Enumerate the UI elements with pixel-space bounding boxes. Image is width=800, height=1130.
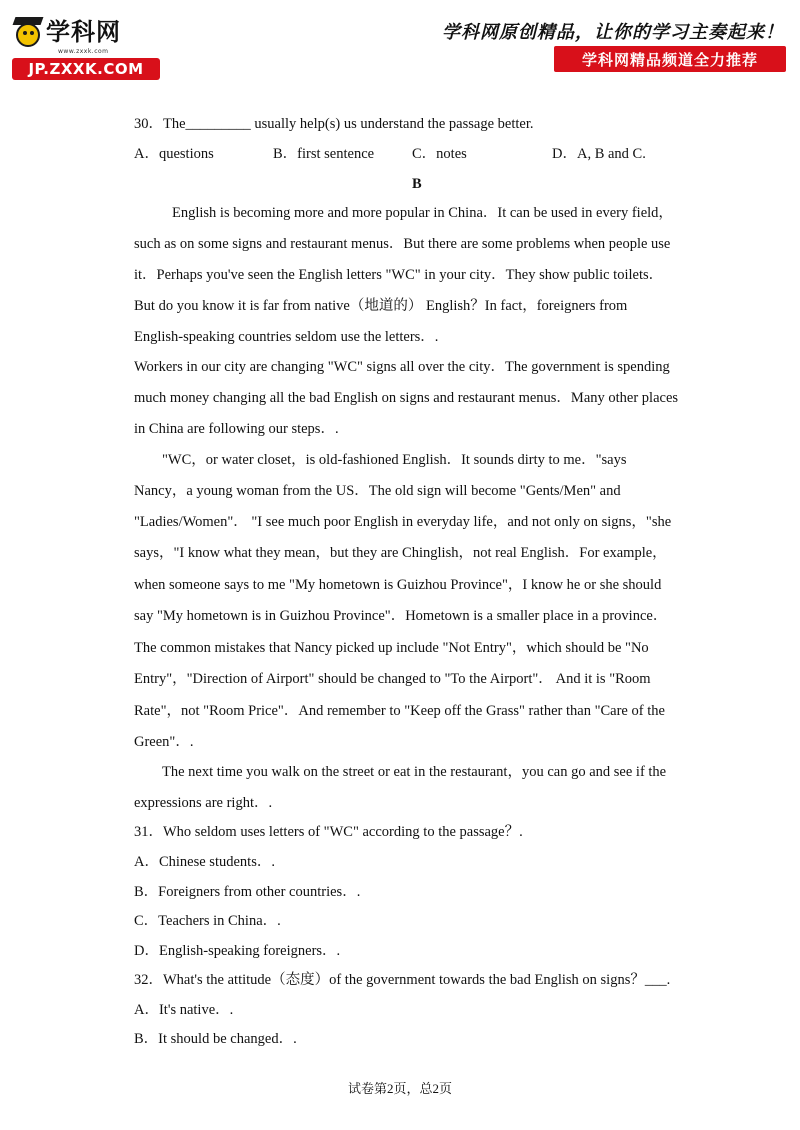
question-30-option-c: C．notes bbox=[412, 146, 467, 162]
passage-line: But do you know it is far from native（地道的） English？In fact，foreigners from bbox=[134, 298, 628, 314]
passage-line: say "My hometown is in Guizhou Province"．Hometown is a smaller place in a province． bbox=[134, 608, 668, 624]
passage-line: when someone says to me "My hometown is Guizhou Province"，I know he or she should bbox=[134, 577, 662, 593]
question-32-option: A．It's native．. bbox=[134, 1002, 234, 1018]
passage-line: such as on some signs and restaurant menus．But there are some problems when people use bbox=[134, 236, 671, 252]
site-logo[interactable] bbox=[12, 12, 162, 78]
passage-line: Entry"，"Direction of Airport" should be changed to "To the Airport"． And it is "Room bbox=[134, 671, 651, 687]
logo-brand: 学科网 bbox=[46, 18, 121, 46]
passage-line: English is becoming more and more popular in China．It can be used in every field， bbox=[172, 205, 673, 221]
header-banner: 学科网精品频道全力推荐 bbox=[554, 46, 786, 72]
passage-line: much money changing all the bad English on signs and restaurant menus．Many other places bbox=[134, 390, 679, 406]
header-slogan: 学科网原创精品，让你的学习主奏起来！ bbox=[442, 22, 784, 43]
passage-line: says，"I know what they mean，but they are Chinglish，not real English．For example， bbox=[134, 545, 667, 561]
passage-line: it．Perhaps you've seen the English letters "WC" in your city．They show public toilets． bbox=[134, 267, 664, 283]
passage-line: Workers in our city are changing "WC" signs all over the city．The government is spending bbox=[134, 359, 670, 375]
passage-line: Nancy，a young woman from the US．The old sign will become "Gents/Men" and bbox=[134, 483, 621, 499]
logo-top bbox=[12, 12, 121, 52]
question-31-stem: 31．Who seldom uses letters of "WC" according to the passage？. bbox=[134, 824, 523, 840]
logo-sub: www.zxxk.com bbox=[58, 48, 109, 55]
passage-line: Rate"，not "Room Price"．And remember to "Keep off the Grass" rather than "Care of the bbox=[134, 703, 665, 719]
question-32-option: B．It should be changed．. bbox=[134, 1031, 297, 1047]
passage-line: English-speaking countries seldom use the letters．. bbox=[134, 329, 439, 345]
section-heading: B bbox=[412, 176, 422, 192]
question-31-option: D．English-speaking foreigners．. bbox=[134, 943, 341, 959]
question-31-option: C．Teachers in China．. bbox=[134, 913, 281, 929]
passage-line: expressions are right．. bbox=[134, 795, 273, 811]
question-30-stem: 30．The_________ usually help(s) us understand the passage better. bbox=[134, 116, 534, 132]
passage-line: The next time you walk on the street or eat in the restaurant，you can go and see if the bbox=[162, 764, 667, 780]
passage-line: "WC，or water closet，is old-fashioned English．It sounds dirty to me．"says bbox=[162, 452, 627, 468]
logo-url: JP.ZXXK.COM bbox=[12, 58, 160, 80]
passage-line: The common mistakes that Nancy picked up include "Not Entry"，which should be "No bbox=[134, 640, 649, 656]
mascot-icon bbox=[12, 15, 44, 49]
question-31-option: B．Foreigners from other countries．. bbox=[134, 884, 361, 900]
question-30-option-b: B．first sentence bbox=[273, 146, 375, 162]
page-footer: 试卷第2页，总2页 bbox=[347, 1081, 452, 1096]
question-31-option: A．Chinese students．. bbox=[134, 854, 275, 870]
passage-line: Green"．. bbox=[134, 734, 194, 750]
question-30-option-d: D．A, B and C. bbox=[552, 146, 646, 162]
passage-line: in China are following our steps．. bbox=[134, 421, 339, 437]
question-32-stem: 32．What's the attitude（态度）of the government towards the bad English on signs？___. bbox=[134, 972, 671, 988]
question-30-option-a: A．questions bbox=[134, 146, 214, 162]
passage-line: "Ladies/Women"． "I see much poor English in everyday life，and not only on signs，"she bbox=[134, 514, 672, 530]
